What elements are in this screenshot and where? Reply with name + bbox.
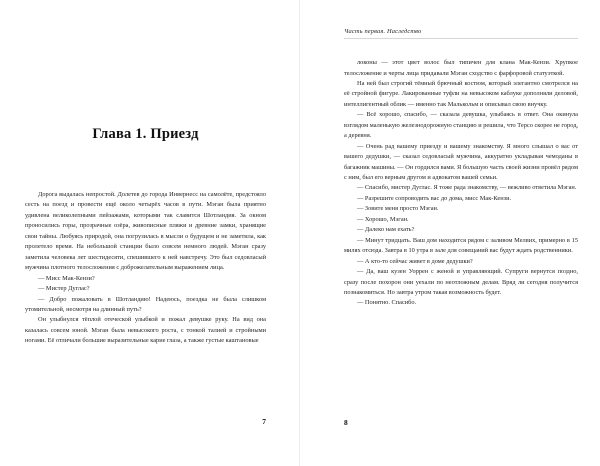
paragraph-dialogue: — Хорошо, Мэган. — [357, 215, 409, 223]
paragraph: Он улыбнулся тёплой отеческой улыбкой и пожал девушке руку. На вид она казалась совсем юной. Мэган была невысокого роста, с тонкой талией и стройными ногами. Её отличали большие выразительные карие глаза, а также густые каштановые — [25, 316, 266, 345]
paragraph-dialogue: — Мисс Мак-Кензи? — [38, 274, 95, 282]
paragraph-dialogue: — Всё хорошо, спасибо, — сказала девушка, улыбаясь в ответ. Она окинула взглядом маленькую железнодорожную станцию и решила, что Терсо скорее не город, а деревня. — [344, 111, 579, 140]
page-number-right: 8 — [344, 418, 348, 427]
paragraph-dialogue: — А кто-то сейчас живет в доме дедушки? — [357, 257, 473, 265]
right-page — [300, 0, 600, 466]
chapter-title: Глава 1. Приезд — [92, 126, 199, 142]
running-head: Часть первая. Наследство — [344, 28, 422, 35]
paragraph-dialogue: — Добро пожаловать в Шотландию! Надеюсь, поездка не была слишком утомительной, несмотря на длинный путь? — [25, 295, 266, 313]
paragraph-dialogue: — Разрешите сопроводить вас до дома, мисс Мак-Кензи. — [357, 194, 512, 202]
page-number-left: 7 — [262, 417, 266, 426]
paragraph: локоны — этот цвет волос был типичен для клана Мак-Кензи. Хрупкое телосложение и черты лица придавали Мэган сходство с фарфоровой статуэткой. — [344, 59, 578, 77]
paragraph: Дорога выдалась непростой. Долетев до города Инвернесс на самолёте, предстояло сесть на поезд и провести ещё около четырёх часов в пути. Мэган была приятно удивлена великолепными пейзажами, которыми так славится Шотландия. За окном проносились горы, прозрачные озёра, живописные пляжи и древние замки, хранящие свои тайны. Любуясь природой, она погрузилась в мысли о будущем и не заметила, как пролетело время. На небольшой станции было совсем немного людей. Мэган сразу заметила человека лет шестидесяти, спешившего к ней навстречу. Это был седовласый мужчина плотного телосложения с доброжелательным выражением лица. — [25, 191, 266, 272]
paragraph-dialogue: — Очень рад вашему приезду и вашему знакомству. Я много слышал о вас от вашего дедушки, — сказал седовласый мужчина, аккуратно укладывая чемоданы в багажник машины. — Он гордился вами. Я большую часть своей жизни провёл рядом с ним, был его верным другом и адвокатом вашей семьи. — [344, 142, 578, 182]
paragraph-dialogue: — Да, ваш кузен Уоррен с женой и управляющий. Супруги вернутся поздно, сразу после похорон они уехали по неотложным делам. Вряд ли сегодня получится познакомиться. Но завтра утром такая возможность будет. — [344, 268, 578, 297]
paragraph-dialogue: — Мистер Дуглас? — [38, 285, 90, 293]
right-page-body — [344, 39, 578, 309]
paragraph-dialogue: — Понятно. Спасибо. — [357, 299, 417, 307]
paragraph: На ней был строгий тёмный брючный костюм, который элегантно смотрелся на её стройной фигуре. Лакированные туфли на невысоком каблуке дополняли деловой, интеллигентный облик — именно так Малькольм и описывал свою внучку. — [344, 79, 578, 108]
paragraph-dialogue: — Минут тридцать. Ваш дом находится рядом с заливом Мелвих, примерно в 15 милях отсюда. Завтра в 10 утра в зале для совещаний вас будут ждать родственники. — [344, 236, 578, 255]
paragraph-dialogue: — Далеко нам ехать? — [357, 226, 415, 234]
paragraph-dialogue: — Зовите меня просто Мэган. — [357, 205, 439, 213]
paragraph-dialogue: — Спасибо, мистер Дуглас. Я тоже рада знакомству, — вежливо ответила Мэган. — [357, 184, 577, 192]
left-page-body — [25, 143, 266, 347]
